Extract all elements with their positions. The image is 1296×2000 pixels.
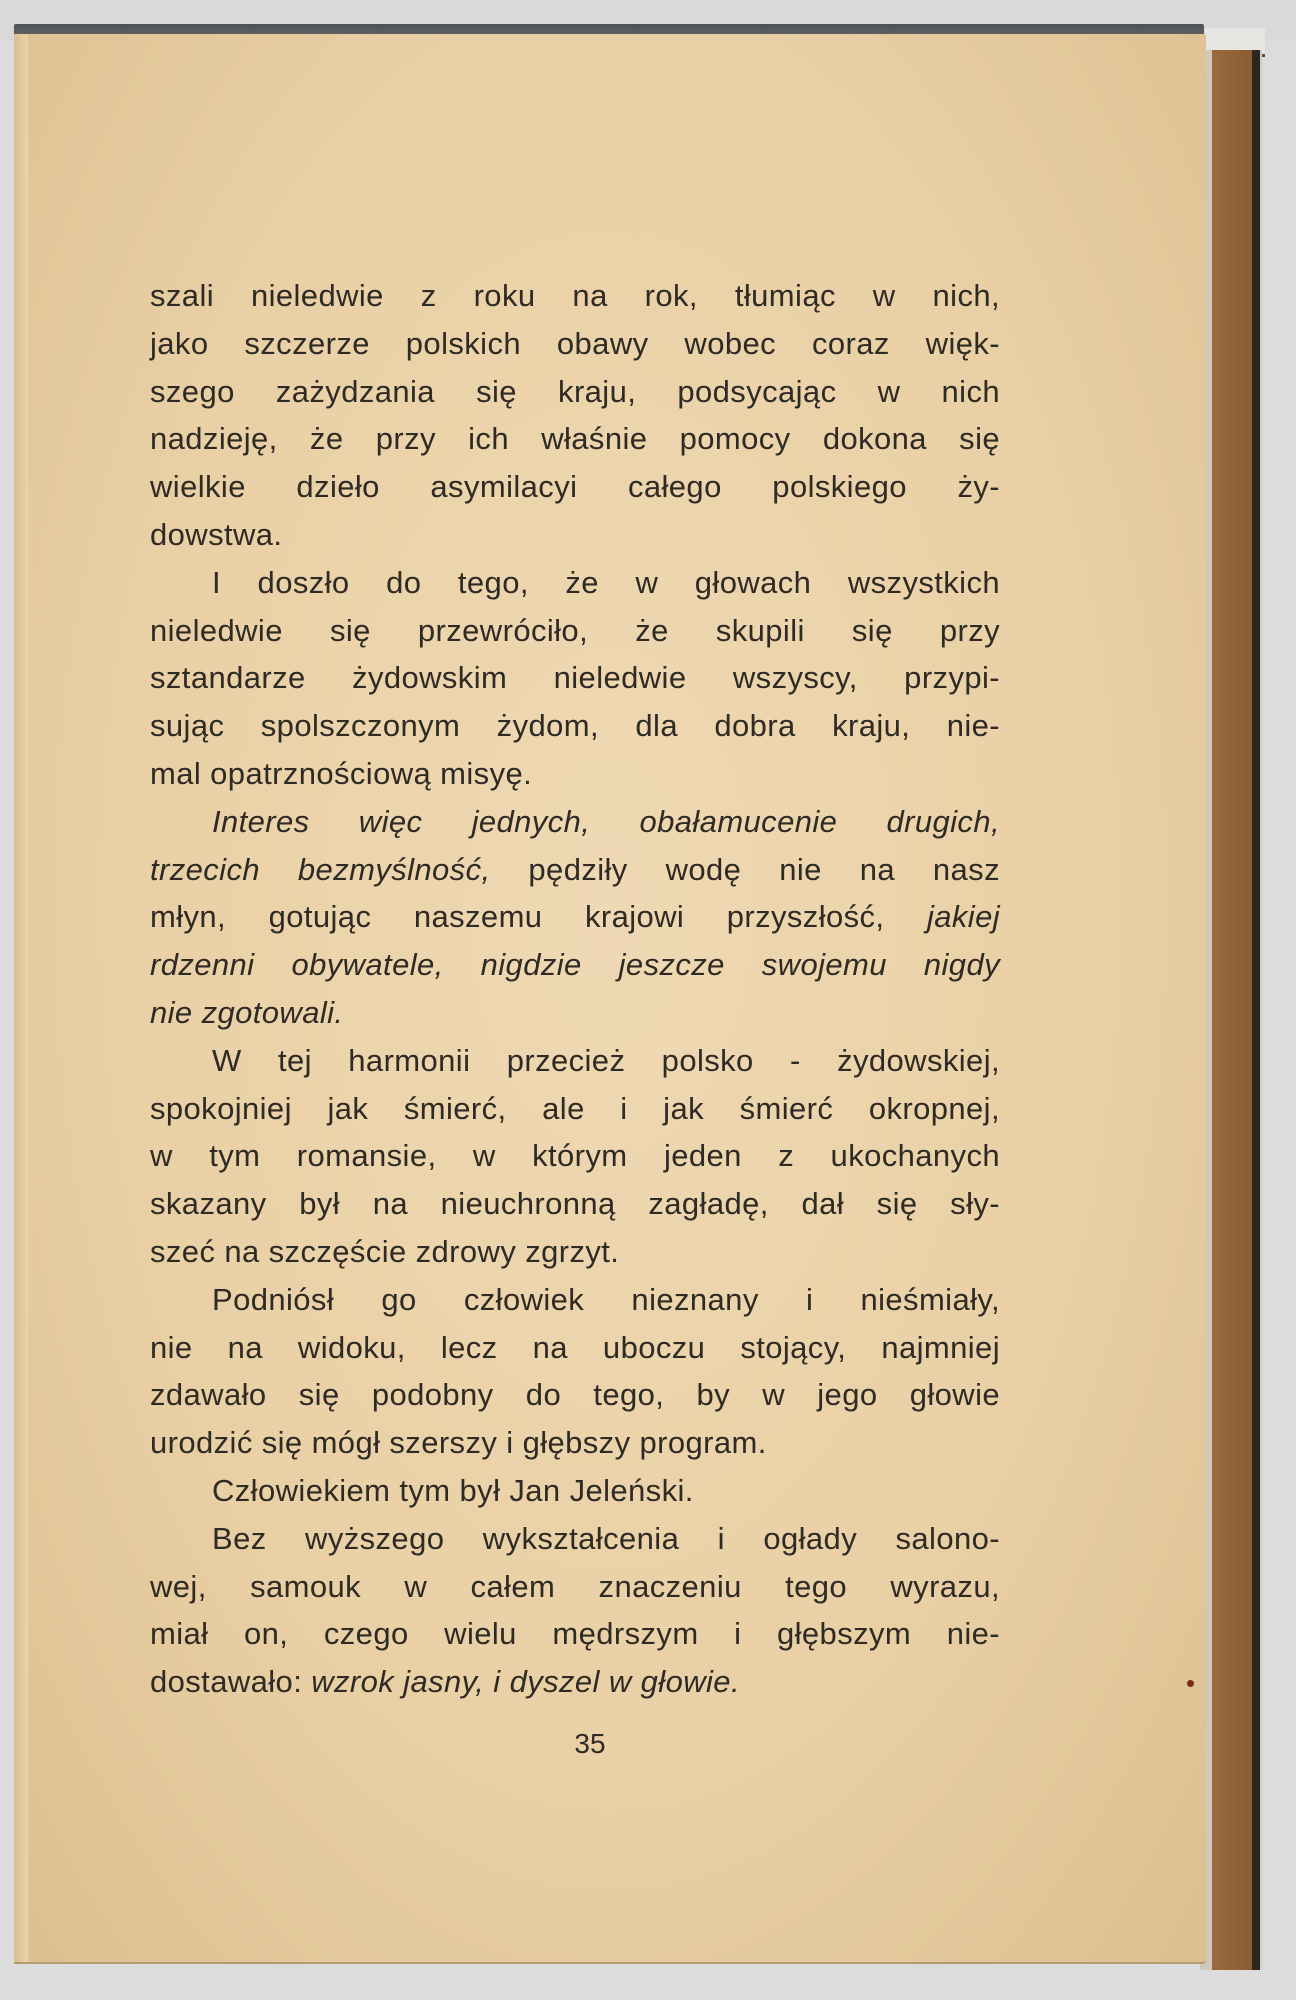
text-segment: nieledwie się przewróciło, że skupili się przy [150,612,1000,648]
text-segment: jako szczerze polskich obawy wobec coraz więk- [150,325,1000,361]
text-segment: nadzieję, że przy ich właśnie pomocy dokona się [150,421,1000,457]
text-segment: mal opatrznościową misyę. [150,755,533,791]
italic-text: wzrok jasny, i dyszel w głowie. [311,1664,740,1700]
text-segment: zdawało się podobny do tego, by w jego głowie [150,1377,1000,1413]
text-line [150,415,1000,463]
text-line [150,750,1000,798]
text-line [150,511,1000,559]
italic-text: rdzenni obywatele, nigdzie jeszcze swojemu nigdy [150,947,1000,983]
italic-text: Interes więc jednych, obałamucenie drugich, [212,803,1000,839]
text-line [150,702,1000,750]
text-line [150,1419,1000,1467]
text-segment: szego zażydzania się kraju, podsycając w nich [150,373,1000,409]
text-line [150,1037,1000,1085]
text-line [150,1515,1000,1563]
page-body-text [150,272,1000,1706]
text-line [150,654,1000,702]
page-number: 35 [574,1728,606,1759]
text-segment: urodzić się mógł szerszy i głębszy program. [150,1425,767,1461]
italic-text: nie zgotowali. [150,994,344,1030]
text-segment: nie na widoku, lecz na uboczu stojący, najmniej [150,1329,1000,1365]
text-line [150,1324,1000,1372]
text-segment: skazany był na nieuchronną zagładę, dał się sły- [150,1186,1000,1222]
italic-text: trzecich bezmyślność, [150,851,491,887]
text-segment: Podniósł go człowiek nieznany i nieśmiały, [212,1281,1000,1317]
text-segment: dowstwa. [150,516,283,552]
page-gutter [14,34,28,1962]
text-segment: szeć na szczęście zdrowy zgrzyt. [150,1233,620,1269]
text-segment: sztandarze żydowskim nieledwie wszyscy, przypi- [150,660,1000,696]
text-line [150,1467,1000,1515]
text-segment: wej, samouk w całem znaczeniu tego wyrazu, [150,1568,1000,1604]
text-line [150,607,1000,655]
text-segment: Bez wyższego wykształcenia i ogłady salono- [212,1520,1000,1556]
ink-spot [1187,1680,1194,1687]
text-segment: Człowiekiem tym był Jan Jeleński. [212,1472,694,1508]
text-line [150,941,1000,989]
text-line [150,320,1000,368]
text-line [150,463,1000,511]
text-line [150,272,1000,320]
text-line [150,1371,1000,1419]
text-segment: dostawało: [150,1664,312,1700]
text-segment: szali nieledwie z roku na rok, tłumiąc w nich, [150,278,1000,313]
text-segment: w tym romansie, w którym jeden z ukochanych [150,1138,1000,1174]
text-segment: młyn, gotując naszemu krajowi przyszłość, [150,899,927,935]
text-line [150,1132,1000,1180]
text-line [150,1228,1000,1276]
text-segment: wielkie dzieło asymilacyi całego polskiego ży- [150,469,1000,505]
italic-text: jakiej [926,899,1000,935]
text-segment: spokojniej jak śmierć, ale i jak śmierć okropnej, [150,1090,1000,1126]
text-line [150,559,1000,607]
text-line [150,1180,1000,1228]
text-segment: I doszło do tego, że w głowach wszystkich [212,564,1000,600]
text-segment: sując spolszczonym żydom, dla dobra kraju, nie- [150,708,1000,744]
text-line [150,798,1000,846]
text-line [150,1610,1000,1658]
text-segment: W tej harmonii przecież polsko - żydowskiej, [212,1042,1000,1078]
text-segment: pędziły wodę nie na nasz [490,851,1000,887]
book-cover-edge [1200,50,1262,1970]
text-line [150,368,1000,416]
text-line [150,1563,1000,1611]
text-line [150,1085,1000,1133]
text-line [150,1276,1000,1324]
text-line [150,989,1000,1037]
text-line [150,893,1000,941]
text-line [150,846,1000,894]
text-line [150,1658,1000,1706]
text-segment: miał on, czego wielu mędrszym i głębszym nie- [150,1616,1000,1652]
